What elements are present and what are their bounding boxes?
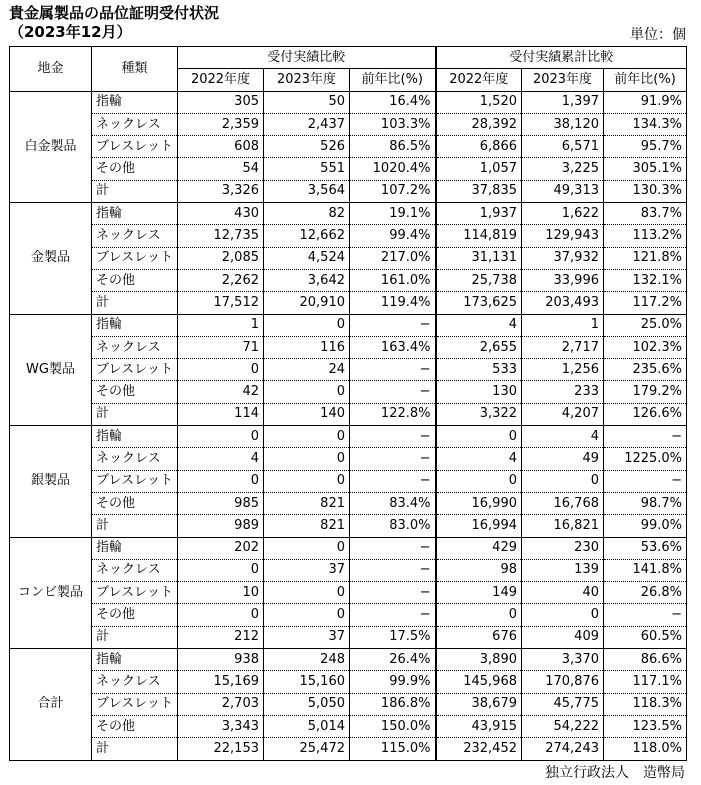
category-label: 計 xyxy=(92,403,178,425)
cum-yoy-ratio-cell: 118.3% xyxy=(604,693,687,715)
region-label: 合計 xyxy=(10,649,92,760)
table-row xyxy=(10,649,687,671)
cum-fy2022-count-cell: 429 xyxy=(436,537,522,559)
cum-fy2022-count-cell: 31,131 xyxy=(436,247,522,269)
table-row xyxy=(10,626,687,648)
cum-yoy-ratio-cell: 86.6% xyxy=(604,649,687,671)
table-row xyxy=(10,247,687,269)
title-line-1: 貴金属製品の品位証明受付状況 xyxy=(9,4,220,22)
fy2022-count-cell: 0 xyxy=(178,470,264,492)
category-label: ネックレス xyxy=(92,671,178,693)
fy2022-count-cell: 22,153 xyxy=(178,738,264,760)
cum-fy2023-count-cell: 1,622 xyxy=(522,203,604,225)
table-row xyxy=(10,292,687,314)
category-label: その他 xyxy=(92,604,178,626)
cum-fy2023-count-cell: 54,222 xyxy=(522,715,604,737)
cum-fy2022-count-cell: 28,392 xyxy=(436,113,522,135)
cum-fy2022-count-cell: 38,679 xyxy=(436,693,522,715)
table-row xyxy=(10,604,687,626)
category-label: 計 xyxy=(92,180,178,202)
table-header xyxy=(10,47,687,92)
yoy-ratio-cell: 19.1% xyxy=(350,203,436,225)
cum-fy2022-count-cell: 37,835 xyxy=(436,180,522,202)
header-cum-fy2023: 2023年度 xyxy=(522,69,604,91)
category-label: ブレスレット xyxy=(92,470,178,492)
cum-fy2022-count-cell: 149 xyxy=(436,582,522,604)
cum-fy2023-count-cell: 2,717 xyxy=(522,336,604,358)
cum-fy2022-count-cell: 3,890 xyxy=(436,649,522,671)
fy2023-count-cell: 526 xyxy=(264,136,350,158)
fy2022-count-cell: 2,703 xyxy=(178,693,264,715)
category-label: 指輪 xyxy=(92,203,178,225)
fy2022-count-cell: 42 xyxy=(178,381,264,403)
cum-fy2023-count-cell: 0 xyxy=(522,470,604,492)
category-label: 指輪 xyxy=(92,91,178,113)
fy2023-count-cell: 25,472 xyxy=(264,738,350,760)
fy2023-count-cell: 0 xyxy=(264,470,350,492)
fy2023-count-cell: 0 xyxy=(264,537,350,559)
cum-fy2023-count-cell: 38,120 xyxy=(522,113,604,135)
cum-fy2022-count-cell: 0 xyxy=(436,604,522,626)
cum-fy2023-count-cell: 6,571 xyxy=(522,136,604,158)
yoy-ratio-cell: 122.8% xyxy=(350,403,436,425)
cum-fy2023-count-cell: 409 xyxy=(522,626,604,648)
yoy-ratio-cell: 99.4% xyxy=(350,225,436,247)
table-row xyxy=(10,537,687,559)
cum-fy2023-count-cell: 37,932 xyxy=(522,247,604,269)
cum-fy2023-count-cell: 1,397 xyxy=(522,91,604,113)
category-label: その他 xyxy=(92,269,178,291)
cum-yoy-ratio-cell: 179.2% xyxy=(604,381,687,403)
fy2023-count-cell: 82 xyxy=(264,203,350,225)
unit-label: 単位：個 xyxy=(630,27,686,43)
cum-fy2023-count-cell: 0 xyxy=(522,604,604,626)
fy2022-count-cell: 4 xyxy=(178,448,264,470)
fy2022-count-cell: 430 xyxy=(178,203,264,225)
yoy-ratio-cell: 83.4% xyxy=(350,492,436,514)
category-label: 指輪 xyxy=(92,537,178,559)
yoy-ratio-cell: − xyxy=(350,426,436,448)
cum-yoy-ratio-cell: 132.1% xyxy=(604,269,687,291)
yoy-ratio-cell: 17.5% xyxy=(350,626,436,648)
table-row xyxy=(10,582,687,604)
fy2022-count-cell: 2,359 xyxy=(178,113,264,135)
yoy-ratio-cell: 103.3% xyxy=(350,113,436,135)
cum-fy2023-count-cell: 139 xyxy=(522,559,604,581)
table-row xyxy=(10,136,687,158)
fy2023-count-cell: 0 xyxy=(264,448,350,470)
cum-yoy-ratio-cell: 305.1% xyxy=(604,158,687,180)
yoy-ratio-cell: − xyxy=(350,314,436,336)
fy2022-count-cell: 10 xyxy=(178,582,264,604)
fy2022-count-cell: 608 xyxy=(178,136,264,158)
cum-yoy-ratio-cell: 126.6% xyxy=(604,403,687,425)
fy2023-count-cell: 0 xyxy=(264,604,350,626)
cum-fy2023-count-cell: 16,821 xyxy=(522,515,604,537)
cum-fy2023-count-cell: 3,370 xyxy=(522,649,604,671)
cum-fy2022-count-cell: 3,322 xyxy=(436,403,522,425)
table-row xyxy=(10,671,687,693)
table-row xyxy=(10,559,687,581)
table-row xyxy=(10,470,687,492)
cum-fy2022-count-cell: 4 xyxy=(436,448,522,470)
fy2023-count-cell: 15,160 xyxy=(264,671,350,693)
cum-fy2022-count-cell: 0 xyxy=(436,470,522,492)
category-label: 計 xyxy=(92,292,178,314)
yoy-ratio-cell: 161.0% xyxy=(350,269,436,291)
table-row xyxy=(10,180,687,202)
category-label: その他 xyxy=(92,492,178,514)
table-row xyxy=(10,515,687,537)
category-label: ネックレス xyxy=(92,336,178,358)
fy2023-count-cell: 248 xyxy=(264,649,350,671)
fy2022-count-cell: 71 xyxy=(178,336,264,358)
yoy-ratio-cell: 119.4% xyxy=(350,292,436,314)
document-title xyxy=(9,4,219,42)
category-label: ネックレス xyxy=(92,113,178,135)
title-line-2: （2023年12月） xyxy=(9,23,132,41)
cum-fy2023-count-cell: 45,775 xyxy=(522,693,604,715)
cum-fy2022-count-cell: 130 xyxy=(436,381,522,403)
cum-fy2023-count-cell: 233 xyxy=(522,381,604,403)
yoy-ratio-cell: 26.4% xyxy=(350,649,436,671)
fy2023-count-cell: 5,050 xyxy=(264,693,350,715)
cum-fy2022-count-cell: 4 xyxy=(436,314,522,336)
table-row xyxy=(10,738,687,760)
fy2023-count-cell: 20,910 xyxy=(264,292,350,314)
category-label: ネックレス xyxy=(92,225,178,247)
cum-fy2022-count-cell: 16,994 xyxy=(436,515,522,537)
certification-table xyxy=(9,46,687,761)
yoy-ratio-cell: − xyxy=(350,559,436,581)
yoy-ratio-cell: − xyxy=(350,381,436,403)
cum-yoy-ratio-cell: 113.2% xyxy=(604,225,687,247)
table-row xyxy=(10,403,687,425)
fy2023-count-cell: 3,564 xyxy=(264,180,350,202)
table-row xyxy=(10,492,687,514)
yoy-ratio-cell: − xyxy=(350,359,436,381)
cum-fy2023-count-cell: 129,943 xyxy=(522,225,604,247)
yoy-ratio-cell: 150.0% xyxy=(350,715,436,737)
fy2023-count-cell: 5,014 xyxy=(264,715,350,737)
region-label: 銀製品 xyxy=(10,426,92,537)
cum-yoy-ratio-cell: − xyxy=(604,426,687,448)
cum-yoy-ratio-cell: 102.3% xyxy=(604,336,687,358)
fy2022-count-cell: 0 xyxy=(178,604,264,626)
cum-fy2022-count-cell: 25,738 xyxy=(436,269,522,291)
fy2022-count-cell: 0 xyxy=(178,359,264,381)
header-yoy: 前年比(%) xyxy=(350,69,436,91)
fy2022-count-cell: 3,343 xyxy=(178,715,264,737)
cum-fy2023-count-cell: 16,768 xyxy=(522,492,604,514)
cum-yoy-ratio-cell: 117.2% xyxy=(604,292,687,314)
table-row xyxy=(10,269,687,291)
category-label: その他 xyxy=(92,381,178,403)
table-row xyxy=(10,426,687,448)
yoy-ratio-cell: 1020.4% xyxy=(350,158,436,180)
cum-yoy-ratio-cell: 26.8% xyxy=(604,582,687,604)
fy2023-count-cell: 37 xyxy=(264,626,350,648)
fy2023-count-cell: 3,642 xyxy=(264,269,350,291)
fy2023-count-cell: 0 xyxy=(264,426,350,448)
category-label: その他 xyxy=(92,158,178,180)
fy2022-count-cell: 212 xyxy=(178,626,264,648)
fy2022-count-cell: 54 xyxy=(178,158,264,180)
fy2023-count-cell: 0 xyxy=(264,582,350,604)
table-row xyxy=(10,448,687,470)
fy2023-count-cell: 4,524 xyxy=(264,247,350,269)
cum-fy2023-count-cell: 3,225 xyxy=(522,158,604,180)
yoy-ratio-cell: 115.0% xyxy=(350,738,436,760)
yoy-ratio-cell: 107.2% xyxy=(350,180,436,202)
category-label: 指輪 xyxy=(92,426,178,448)
header-cum-yoy: 前年比(%) xyxy=(604,69,687,91)
category-label: ブレスレット xyxy=(92,247,178,269)
yoy-ratio-cell: 217.0% xyxy=(350,247,436,269)
yoy-ratio-cell: 83.0% xyxy=(350,515,436,537)
cum-yoy-ratio-cell: 91.9% xyxy=(604,91,687,113)
fy2022-count-cell: 2,262 xyxy=(178,269,264,291)
category-label: 計 xyxy=(92,515,178,537)
category-label: ブレスレット xyxy=(92,136,178,158)
cum-fy2022-count-cell: 145,968 xyxy=(436,671,522,693)
cum-yoy-ratio-cell: 53.6% xyxy=(604,537,687,559)
cum-yoy-ratio-cell: 25.0% xyxy=(604,314,687,336)
cum-yoy-ratio-cell: 1225.0% xyxy=(604,448,687,470)
cum-fy2022-count-cell: 6,866 xyxy=(436,136,522,158)
cum-yoy-ratio-cell: 235.6% xyxy=(604,359,687,381)
yoy-ratio-cell: 186.8% xyxy=(350,693,436,715)
cum-yoy-ratio-cell: 83.7% xyxy=(604,203,687,225)
cum-yoy-ratio-cell: 99.0% xyxy=(604,515,687,537)
category-label: 指輪 xyxy=(92,649,178,671)
cum-fy2023-count-cell: 203,493 xyxy=(522,292,604,314)
category-label: 計 xyxy=(92,626,178,648)
category-label: ブレスレット xyxy=(92,582,178,604)
category-label: ブレスレット xyxy=(92,693,178,715)
table-row xyxy=(10,113,687,135)
fy2023-count-cell: 37 xyxy=(264,559,350,581)
table-row xyxy=(10,314,687,336)
cum-fy2022-count-cell: 0 xyxy=(436,426,522,448)
yoy-ratio-cell: − xyxy=(350,582,436,604)
fy2023-count-cell: 0 xyxy=(264,314,350,336)
fy2022-count-cell: 985 xyxy=(178,492,264,514)
yoy-ratio-cell: 16.4% xyxy=(350,91,436,113)
cum-yoy-ratio-cell: 98.7% xyxy=(604,492,687,514)
cum-yoy-ratio-cell: 60.5% xyxy=(604,626,687,648)
cum-fy2023-count-cell: 4 xyxy=(522,426,604,448)
cum-fy2022-count-cell: 2,655 xyxy=(436,336,522,358)
fy2023-count-cell: 50 xyxy=(264,91,350,113)
cum-fy2023-count-cell: 1,256 xyxy=(522,359,604,381)
cum-yoy-ratio-cell: 118.0% xyxy=(604,738,687,760)
fy2022-count-cell: 305 xyxy=(178,91,264,113)
issuer-footer: 独立行政法人 造幣局 xyxy=(545,765,685,781)
category-label: ネックレス xyxy=(92,448,178,470)
cum-yoy-ratio-cell: − xyxy=(604,604,687,626)
yoy-ratio-cell: − xyxy=(350,448,436,470)
yoy-ratio-cell: 99.9% xyxy=(350,671,436,693)
cum-yoy-ratio-cell: 95.7% xyxy=(604,136,687,158)
header-group-cumulative: 受付実績累計比較 xyxy=(436,47,687,69)
fy2023-count-cell: 2,437 xyxy=(264,113,350,135)
cum-fy2022-count-cell: 98 xyxy=(436,559,522,581)
cum-yoy-ratio-cell: 134.3% xyxy=(604,113,687,135)
category-label: 計 xyxy=(92,738,178,760)
region-label: 金製品 xyxy=(10,203,92,314)
fy2022-count-cell: 1 xyxy=(178,314,264,336)
fy2023-count-cell: 12,662 xyxy=(264,225,350,247)
fy2023-count-cell: 821 xyxy=(264,515,350,537)
fy2022-count-cell: 15,169 xyxy=(178,671,264,693)
table-row xyxy=(10,359,687,381)
header-category: 種類 xyxy=(92,47,178,92)
category-label: その他 xyxy=(92,715,178,737)
cum-yoy-ratio-cell: − xyxy=(604,470,687,492)
fy2022-count-cell: 3,326 xyxy=(178,180,264,202)
fy2023-count-cell: 551 xyxy=(264,158,350,180)
cum-yoy-ratio-cell: 123.5% xyxy=(604,715,687,737)
category-label: ブレスレット xyxy=(92,359,178,381)
table-row xyxy=(10,715,687,737)
header-cum-fy2022: 2022年度 xyxy=(436,69,522,91)
cum-fy2023-count-cell: 4,207 xyxy=(522,403,604,425)
cum-yoy-ratio-cell: 130.3% xyxy=(604,180,687,202)
cum-fy2022-count-cell: 173,625 xyxy=(436,292,522,314)
fy2022-count-cell: 114 xyxy=(178,403,264,425)
cum-fy2023-count-cell: 274,243 xyxy=(522,738,604,760)
yoy-ratio-cell: 86.5% xyxy=(350,136,436,158)
cum-fy2022-count-cell: 43,915 xyxy=(436,715,522,737)
yoy-ratio-cell: − xyxy=(350,470,436,492)
cum-fy2023-count-cell: 49 xyxy=(522,448,604,470)
fy2022-count-cell: 989 xyxy=(178,515,264,537)
fy2023-count-cell: 821 xyxy=(264,492,350,514)
cum-fy2023-count-cell: 1 xyxy=(522,314,604,336)
fy2023-count-cell: 116 xyxy=(264,336,350,358)
cum-fy2022-count-cell: 1,937 xyxy=(436,203,522,225)
table-body xyxy=(10,91,687,760)
cum-fy2022-count-cell: 232,452 xyxy=(436,738,522,760)
fy2023-count-cell: 140 xyxy=(264,403,350,425)
cum-fy2023-count-cell: 40 xyxy=(522,582,604,604)
fy2022-count-cell: 938 xyxy=(178,649,264,671)
cum-fy2023-count-cell: 170,876 xyxy=(522,671,604,693)
fy2022-count-cell: 17,512 xyxy=(178,292,264,314)
fy2022-count-cell: 0 xyxy=(178,426,264,448)
fy2022-count-cell: 0 xyxy=(178,559,264,581)
cum-fy2022-count-cell: 114,819 xyxy=(436,225,522,247)
region-label: コンビ製品 xyxy=(10,537,92,648)
cum-fy2022-count-cell: 533 xyxy=(436,359,522,381)
table-row xyxy=(10,91,687,113)
header-region: 地金 xyxy=(10,47,92,92)
header-fy2022: 2022年度 xyxy=(178,69,264,91)
cum-fy2022-count-cell: 1,520 xyxy=(436,91,522,113)
header-group-monthly: 受付実績比較 xyxy=(178,47,436,69)
fy2022-count-cell: 12,735 xyxy=(178,225,264,247)
table-row xyxy=(10,158,687,180)
yoy-ratio-cell: − xyxy=(350,604,436,626)
fy2022-count-cell: 202 xyxy=(178,537,264,559)
table-row xyxy=(10,693,687,715)
cum-yoy-ratio-cell: 141.8% xyxy=(604,559,687,581)
table-row xyxy=(10,381,687,403)
category-label: ネックレス xyxy=(92,559,178,581)
header-fy2023: 2023年度 xyxy=(264,69,350,91)
fy2023-count-cell: 0 xyxy=(264,381,350,403)
fy2022-count-cell: 2,085 xyxy=(178,247,264,269)
table-row xyxy=(10,225,687,247)
table-row xyxy=(10,203,687,225)
yoy-ratio-cell: 163.4% xyxy=(350,336,436,358)
fy2023-count-cell: 24 xyxy=(264,359,350,381)
cum-fy2022-count-cell: 676 xyxy=(436,626,522,648)
region-label: 白金製品 xyxy=(10,91,92,202)
cum-fy2023-count-cell: 33,996 xyxy=(522,269,604,291)
cum-fy2022-count-cell: 1,057 xyxy=(436,158,522,180)
yoy-ratio-cell: − xyxy=(350,537,436,559)
table-row xyxy=(10,336,687,358)
cum-fy2023-count-cell: 230 xyxy=(522,537,604,559)
cum-fy2023-count-cell: 49,313 xyxy=(522,180,604,202)
cum-yoy-ratio-cell: 121.8% xyxy=(604,247,687,269)
cum-fy2022-count-cell: 16,990 xyxy=(436,492,522,514)
cum-yoy-ratio-cell: 117.1% xyxy=(604,671,687,693)
category-label: 指輪 xyxy=(92,314,178,336)
region-label: WG製品 xyxy=(10,314,92,425)
